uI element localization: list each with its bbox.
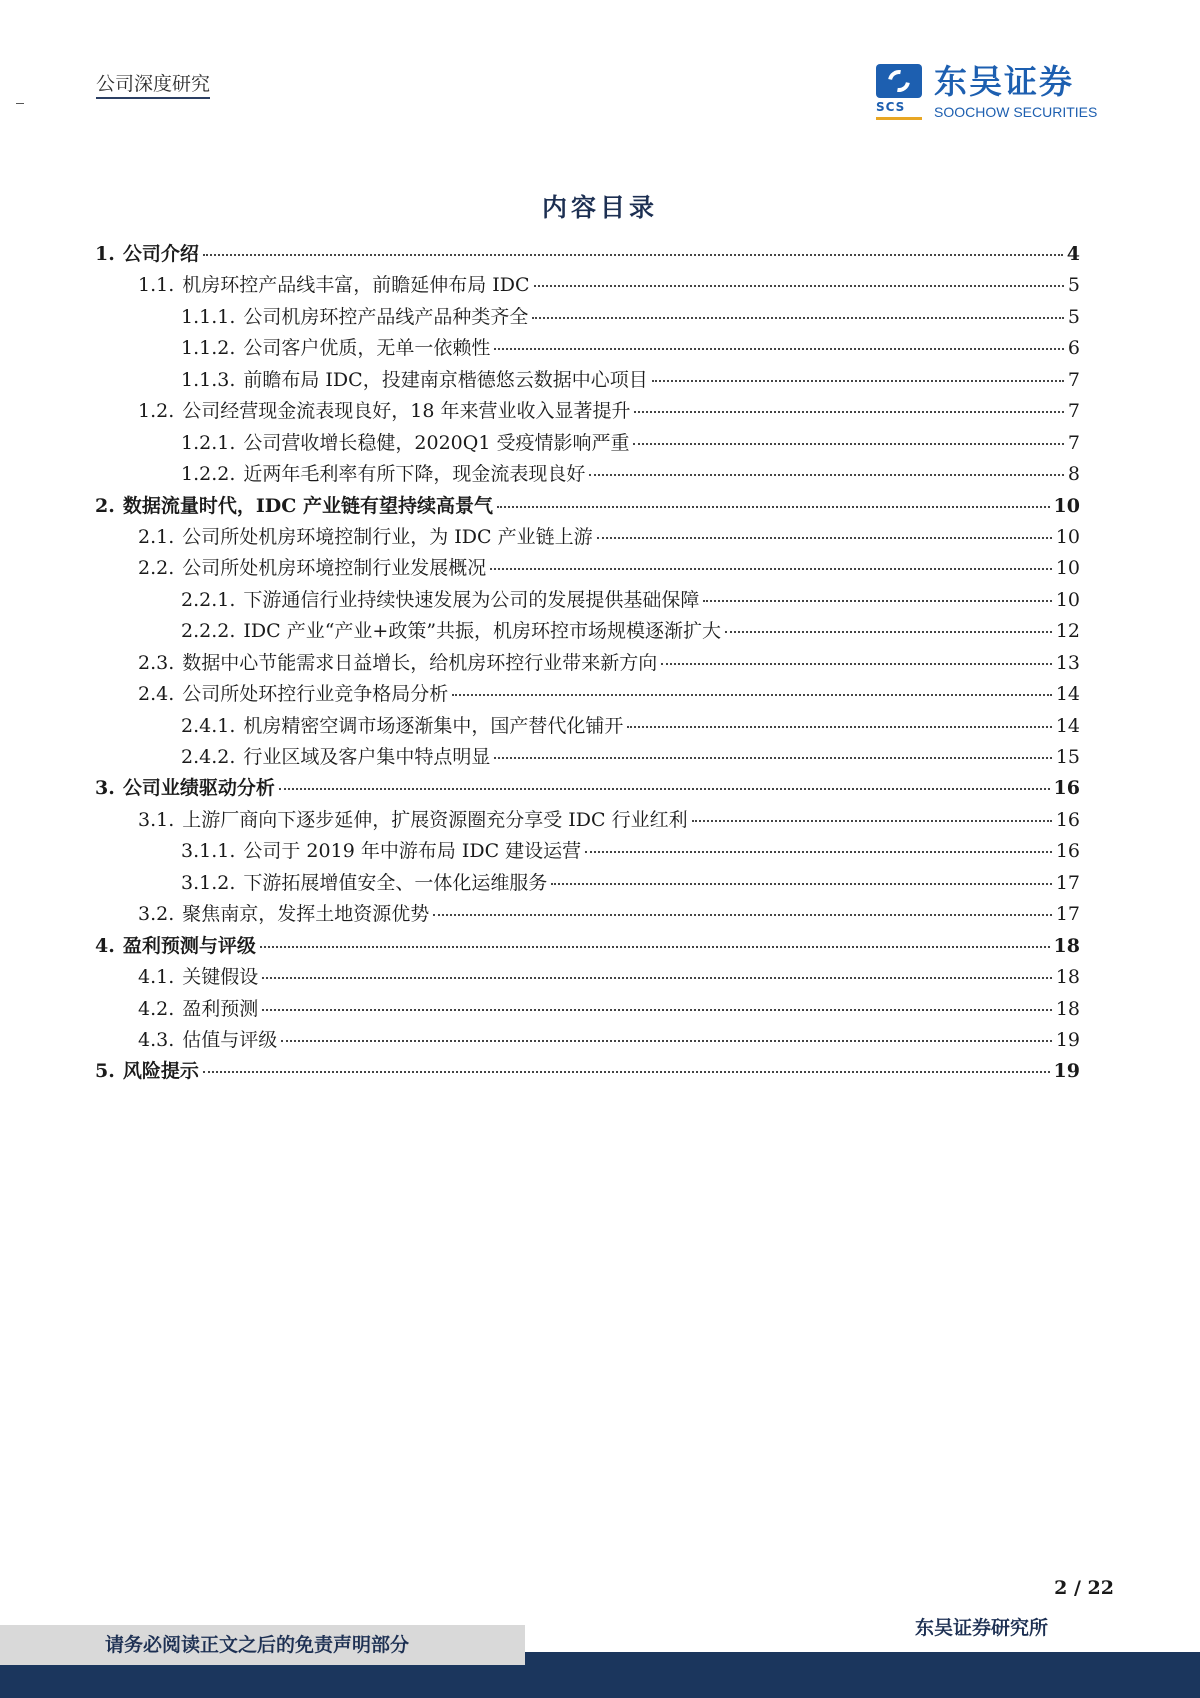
toc-number: 3.1.2. <box>181 871 236 894</box>
toc-number: 5. <box>95 1060 115 1083</box>
toc-number: 2.2. <box>138 557 175 580</box>
toc-title[interactable]: 公司所处环控行业竞争格局分析 <box>182 683 449 706</box>
toc-entry[interactable] <box>95 524 1080 555</box>
toc-page-number[interactable]: 18 <box>1053 934 1080 957</box>
toc-number: 2.3. <box>138 651 175 674</box>
toc-entry[interactable] <box>95 901 1080 932</box>
toc-title[interactable]: 下游拓展增值安全、一体化运维服务 <box>243 871 548 894</box>
toc-page-number[interactable]: 7 <box>1067 368 1080 391</box>
toc-title[interactable]: 近两年毛利率有所下降，现金流表现良好 <box>243 463 586 486</box>
toc-page-number[interactable]: 16 <box>1055 808 1080 831</box>
toc-entry[interactable] <box>95 996 1080 1027</box>
toc-entry[interactable] <box>95 304 1080 335</box>
toc-number: 2.1. <box>138 525 175 548</box>
toc-entry[interactable] <box>95 618 1080 649</box>
toc-page-number[interactable]: 10 <box>1055 525 1080 548</box>
toc-title[interactable]: 行业区域及客户集中特点明显 <box>243 746 491 768</box>
toc-leader-dots <box>262 977 1052 979</box>
toc-entry[interactable] <box>95 1027 1080 1058</box>
disclaimer-text: 请务必阅读正文之后的免责声明部分 <box>105 1634 410 1656</box>
toc-title[interactable]: 风险提示 <box>122 1060 199 1083</box>
toc-entry[interactable] <box>95 335 1080 366</box>
toc-page-number[interactable]: 10 <box>1055 557 1080 580</box>
toc-leader-dots <box>589 474 1064 476</box>
logo-mark-icon <box>876 64 922 98</box>
toc-page-number[interactable]: 19 <box>1053 1060 1080 1083</box>
toc-title[interactable]: 上游厂商向下逐步延伸，扩展资源圈充分享受 IDC 行业红利 <box>182 808 688 831</box>
toc-page-number[interactable]: 7 <box>1067 431 1080 454</box>
toc-leader-dots <box>497 506 1050 508</box>
toc-leader-dots <box>597 537 1052 539</box>
toc-page-number[interactable]: 18 <box>1055 966 1080 989</box>
toc-entry[interactable] <box>95 870 1080 901</box>
soochow-securities-logo <box>876 64 1126 124</box>
toc-title[interactable]: 公司营收增长稳健，2020Q1 受疫情影响严重 <box>243 431 630 454</box>
page-indicator: 2 / 22 <box>1054 1577 1114 1599</box>
toc-number: 2.2.1. <box>181 588 236 611</box>
toc-entry[interactable] <box>95 964 1080 995</box>
toc-title[interactable]: 关键假设 <box>182 966 259 989</box>
toc-title[interactable]: 数据流量时代，IDC 产业链有望持续高景气 <box>122 494 493 517</box>
report-type-label: 公司深度研究 <box>96 72 210 99</box>
toc-page-number[interactable]: 17 <box>1055 871 1080 894</box>
divider <box>16 103 24 104</box>
toc-page-number[interactable]: 10 <box>1055 588 1080 611</box>
toc-page-number[interactable]: 13 <box>1055 651 1080 674</box>
toc-title[interactable]: 公司客户优质，无单一依赖性 <box>243 337 491 360</box>
toc-number: 3.2. <box>138 903 175 926</box>
toc-number: 2. <box>95 494 115 517</box>
toc-number: 2.4.2. <box>181 746 236 768</box>
toc-entry[interactable] <box>95 461 1080 492</box>
toc-leader-dots <box>260 946 1050 948</box>
toc-title[interactable]: 估值与评级 <box>182 1028 278 1051</box>
toc-title[interactable]: 公司经营现金流表现良好，18 年来营业收入显著提升 <box>182 400 631 423</box>
toc-number: 1.1. <box>138 274 175 297</box>
toc-leader-dots <box>652 380 1064 382</box>
toc-number: 1.2.1. <box>181 431 236 454</box>
toc-page-number[interactable]: 18 <box>1055 997 1080 1020</box>
toc-number: 1. <box>95 243 115 265</box>
toc-leader-dots <box>279 788 1050 790</box>
toc-page-number[interactable]: 10 <box>1053 494 1080 517</box>
toc-number: 1.1.3. <box>181 368 236 391</box>
toc-entry[interactable] <box>95 367 1080 398</box>
toc-number: 4.3. <box>138 1028 175 1051</box>
toc-leader-dots <box>585 851 1052 853</box>
toc-number: 3. <box>95 777 115 800</box>
toc-title[interactable]: 盈利预测与评级 <box>122 934 256 957</box>
toc-number: 2.4.1. <box>181 714 236 737</box>
toc-leader-dots <box>532 317 1064 319</box>
toc-leader-dots <box>551 883 1051 885</box>
toc-title[interactable]: 公司所处机房环境控制行业，为 IDC 产业链上游 <box>182 525 593 548</box>
toc-page-number[interactable]: 6 <box>1067 337 1080 360</box>
toc-page-number[interactable]: 19 <box>1055 1028 1080 1051</box>
toc-entry[interactable] <box>95 493 1080 524</box>
toc-title[interactable]: IDC 产业“产业+政策”共振，机房环控市场规模逐渐扩大 <box>243 620 722 643</box>
toc-title[interactable]: 机房精密空调市场逐渐集中，国产替代化铺开 <box>243 714 624 737</box>
toc-leader-dots <box>627 726 1051 728</box>
toc-title[interactable]: 下游通信行业持续快速发展为公司的发展提供基础保障 <box>243 588 700 611</box>
page-title: 内容目录 <box>541 193 658 222</box>
toc-entry[interactable] <box>95 1058 1080 1089</box>
toc-entry[interactable] <box>95 713 1080 744</box>
logo-en-text: SOOCHOW SECURITIES <box>934 104 1098 120</box>
toc-leader-dots <box>452 694 1052 696</box>
toc-page-number[interactable]: 5 <box>1067 274 1080 297</box>
toc-title[interactable]: 公司于 2019 年中游布局 IDC 建设运营 <box>243 840 582 863</box>
toc-leader-dots <box>203 1071 1050 1073</box>
toc-number: 4. <box>95 934 115 957</box>
toc-title[interactable]: 公司机房环控产品线产品种类齐全 <box>243 305 529 328</box>
toc-title[interactable]: 前瞻布局 IDC，投建南京楷德悠云数据中心项目 <box>243 368 648 391</box>
table-of-contents <box>95 241 1080 1090</box>
toc-entry[interactable] <box>95 241 1080 272</box>
toc-title[interactable]: 公司介绍 <box>122 243 199 265</box>
toc-page-number[interactable]: 17 <box>1055 903 1080 926</box>
toc-number: 2.2.2. <box>181 620 236 643</box>
toc-page-number[interactable]: 7 <box>1067 400 1080 423</box>
toc-number: 1.2. <box>138 400 175 423</box>
toc-leader-dots <box>490 568 1052 570</box>
toc-title[interactable]: 聚焦南京，发挥土地资源优势 <box>182 903 430 926</box>
toc-leader-dots <box>661 663 1052 665</box>
toc-page-number[interactable]: 16 <box>1053 777 1080 800</box>
toc-leader-dots <box>203 254 1063 256</box>
footer-band-top <box>525 1652 1200 1698</box>
toc-leader-dots <box>494 757 1051 759</box>
toc-title[interactable]: 盈利预测 <box>182 997 259 1020</box>
toc-leader-dots <box>281 1040 1052 1042</box>
toc-page-number[interactable]: 15 <box>1055 746 1080 768</box>
toc-leader-dots <box>633 443 1063 445</box>
toc-entry[interactable] <box>95 744 1080 775</box>
toc-page-number[interactable]: 8 <box>1067 463 1080 486</box>
toc-page-number[interactable]: 4 <box>1066 243 1080 265</box>
logo-cn-text: 东吴证券 <box>934 62 1074 101</box>
institute-name: 东吴证券研究所 <box>915 1617 1049 1639</box>
toc-number: 1.1.2. <box>181 337 236 360</box>
toc-title[interactable]: 公司业绩驱动分析 <box>122 777 275 800</box>
toc-leader-dots <box>433 914 1052 916</box>
toc-leader-dots <box>725 631 1052 633</box>
toc-number: 4.2. <box>138 997 175 1020</box>
toc-leader-dots <box>534 285 1064 287</box>
toc-title[interactable]: 机房环控产品线丰富，前瞻延伸布局 IDC <box>182 274 530 297</box>
toc-number: 3.1. <box>138 808 175 831</box>
logo-abbr: SCS <box>876 100 906 114</box>
toc-number: 4.1. <box>138 966 175 989</box>
toc-entry[interactable] <box>95 587 1080 618</box>
toc-number: 1.2.2. <box>181 463 236 486</box>
toc-entry[interactable] <box>95 838 1080 869</box>
toc-number: 3.1.1. <box>181 840 236 863</box>
toc-leader-dots <box>634 411 1063 413</box>
toc-title[interactable]: 公司所处机房环境控制行业发展概况 <box>182 557 487 580</box>
toc-number: 2.4. <box>138 683 175 706</box>
toc-page-number[interactable]: 14 <box>1055 714 1080 737</box>
toc-entry[interactable] <box>95 272 1080 303</box>
toc-number: 1.1.1. <box>181 305 236 328</box>
toc-leader-dots <box>703 600 1051 602</box>
toc-title[interactable]: 数据中心节能需求日益增长，给机房环控行业带来新方向 <box>182 651 658 674</box>
logo-underline <box>876 117 922 120</box>
toc-entry[interactable] <box>95 398 1080 429</box>
toc-page-number[interactable]: 14 <box>1055 683 1080 706</box>
toc-page-number[interactable]: 12 <box>1055 620 1080 643</box>
toc-leader-dots <box>494 348 1064 350</box>
toc-page-number[interactable]: 16 <box>1055 840 1080 863</box>
toc-entry[interactable] <box>95 807 1080 838</box>
toc-leader-dots <box>692 820 1052 822</box>
toc-entry[interactable] <box>95 430 1080 461</box>
toc-entry[interactable] <box>95 650 1080 681</box>
toc-leader-dots <box>262 1009 1052 1011</box>
toc-entry[interactable] <box>95 555 1080 586</box>
toc-entry[interactable] <box>95 775 1080 806</box>
toc-entry[interactable] <box>95 681 1080 712</box>
toc-entry[interactable] <box>95 933 1080 964</box>
toc-page-number[interactable]: 5 <box>1067 305 1080 328</box>
